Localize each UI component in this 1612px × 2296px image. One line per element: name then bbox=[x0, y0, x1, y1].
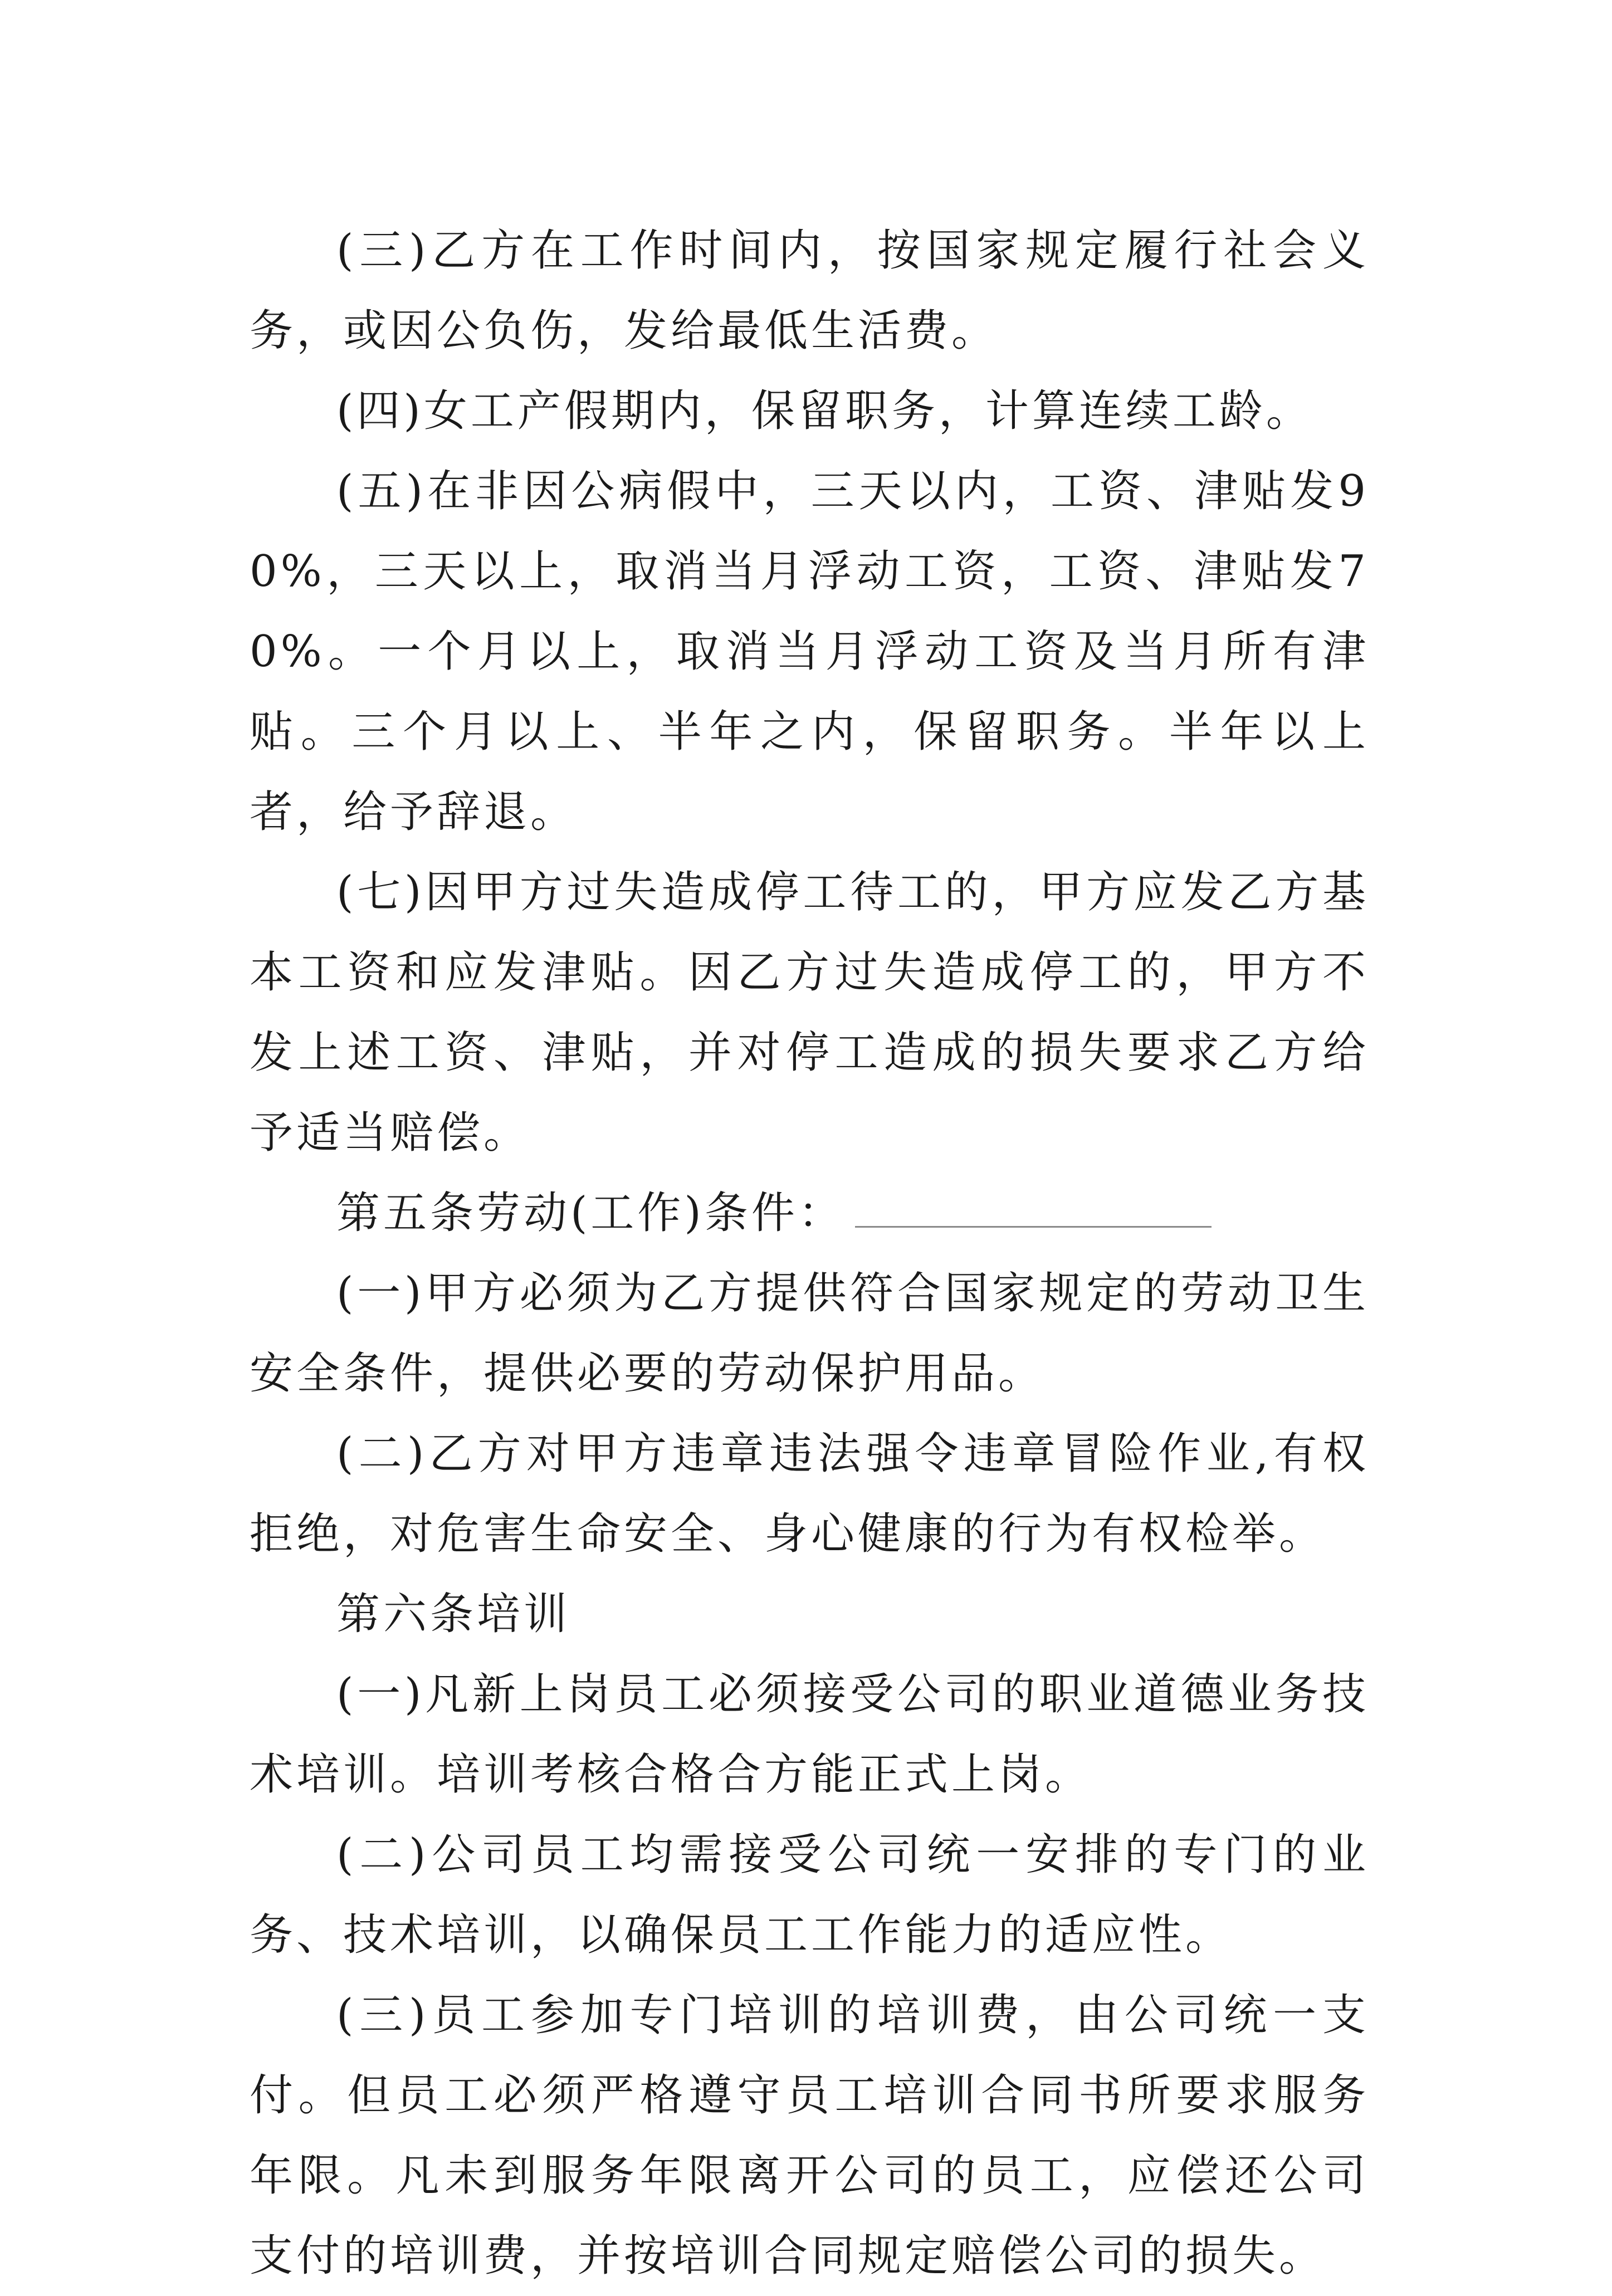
article-6-heading: 第六条培训 bbox=[336, 1589, 571, 1639]
paragraph-article-6-clause-3: (三)员工参加专门培训的培训费，由公司统一支付。但员工必须严格遵守员工培训合同书所要求服务年限。凡未到服务年限离开公司的员工，应偿还公司支付的培训费，并按培训合同规定赔偿公司的损失。 bbox=[250, 1990, 1369, 2281]
paragraph-clause-4-maternity-leave: (四)女工产假期内，保留职务，计算连续工龄。 bbox=[336, 386, 1313, 436]
blank-fill-line bbox=[855, 1189, 1212, 1228]
article-5-heading-text: 第五条劳动(工作)条件： bbox=[336, 1188, 845, 1238]
paragraph-clause-3-social-duty: (三)乙方在工作时间内，按国家规定履行社会义务，或因公负伤，发给最低生活费。 bbox=[250, 226, 1369, 356]
paragraph-clause-5-sick-leave: (五)在非因公病假中，三天以内，工资、津贴发90%，三天以上，取消当月浮动工资，工资、津贴发70%。一个月以上，取消当月浮动工资及当月所有津贴。三个月以上、半年之内，保留职务。半年以上者，给予辞退。 bbox=[250, 466, 1369, 837]
document-body bbox=[250, 211, 1369, 2296]
paragraph-article-5-clause-1: (一)甲方必须为乙方提供符合国家规定的劳动卫生安全条件，提供必要的劳动保护用品。 bbox=[250, 1268, 1369, 1399]
paragraph-article-6-clause-1: (一)凡新上岗员工必须接受公司的职业道德业务技术培训。培训考核合格合方能正式上岗。 bbox=[250, 1669, 1369, 1800]
paragraph-article-5-clause-2: (二)乙方对甲方违章违法强令违章冒险作业,有权拒绝，对危害生命安全、身心健康的行为有权检举。 bbox=[250, 1429, 1369, 1559]
paragraph-article-6-clause-2: (二)公司员工均需接受公司统一安排的专门的业务、技术培训，以确保员工工作能力的适应性。 bbox=[250, 1830, 1369, 1960]
paragraph-clause-7-work-stoppage: (七)因甲方过失造成停工待工的，甲方应发乙方基本工资和应发津贴。因乙方过失造成停工的，甲方不发上述工资、津贴，并对停工造成的损失要求乙方给予适当赔偿。 bbox=[250, 867, 1369, 1158]
article-5-heading bbox=[250, 1173, 1369, 1253]
